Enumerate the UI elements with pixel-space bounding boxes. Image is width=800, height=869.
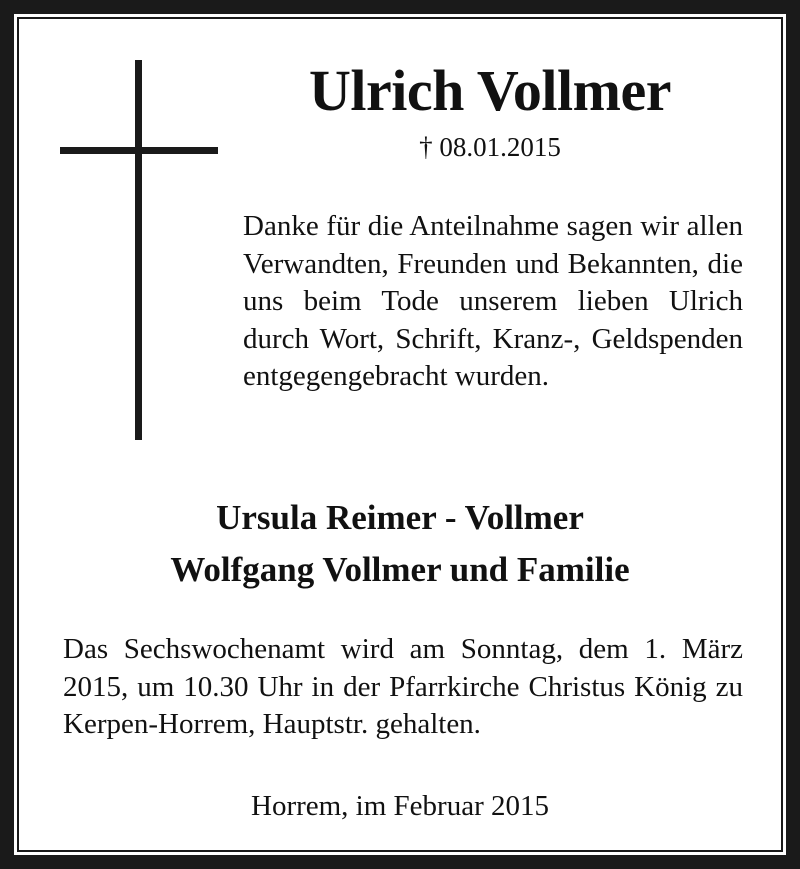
memorial-service-paragraph: Das Sechswochenamt wird am Sonntag, dem 1. März 2015, um 10.30 Uhr in der Pfarrkirche Christus König zu Kerpen-Horrem, Hauptstr. gehalten. [63, 633, 743, 740]
signers-block [0, 492, 800, 596]
signer-name: Wolfgang Vollmer und Familie [170, 550, 630, 589]
cross-horizontal-beam [60, 147, 218, 154]
death-date: † 08.01.2015 [419, 132, 561, 162]
signer-name: Ursula Reimer - Vollmer [216, 498, 584, 537]
deceased-name: Ulrich Vollmer [309, 58, 671, 123]
cross-vertical-beam [135, 60, 142, 440]
thanks-paragraph: Danke für die Anteilnahme sagen wir allen Verwandten, Freunden und Bekannten, die uns beim Tode unserem lieben Ulrich durch Wort, Schrift, Kranz-, Geldspenden entgegengebracht wurden. [243, 210, 743, 392]
place-and-date: Horrem, im Februar 2015 [251, 790, 549, 822]
